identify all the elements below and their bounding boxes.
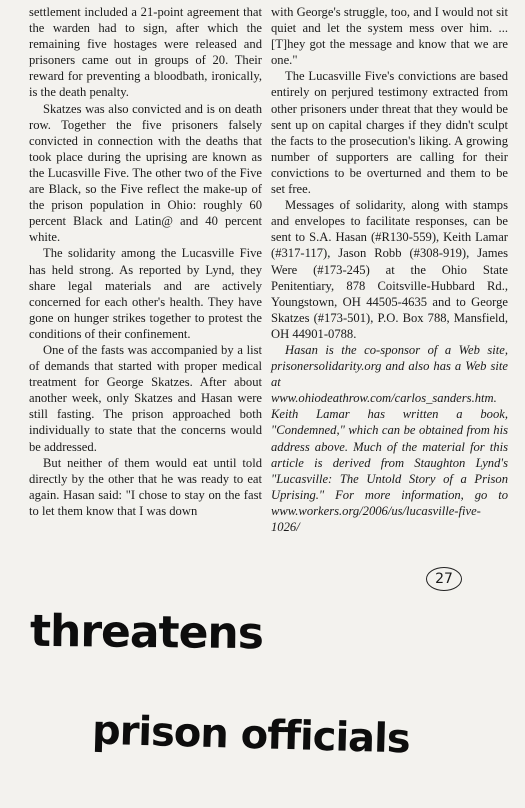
- paragraph: with George's struggle, too, and I would not sit quiet and let the system mess over him. ... [T]hey got the message and know that we are one.": [271, 5, 508, 68]
- headline-line-2: prison officials: [91, 707, 411, 763]
- headline-line-1: threatens: [29, 605, 264, 660]
- paragraph: But neither of them would eat until told directly by the other that he was ready to eat again. Hasan said: "I chose to stay on the fast to let them know that I was down: [29, 455, 262, 518]
- author-note: Hasan is the co-sponsor of a Web site, prisonersolidarity.org and also has a Web site at www.ohiodeathrow.com/carlos_sanders.htm. Keith Lamar has written a book, "Condemned," which can be obtained from his address above. Much of the material for this article is derived from Staughton Lynd's "Lucasville: The Untold Story of a Prison Uprising." For more information, go to www.workers.org/2006/us/lucasville-five-1026/: [271, 342, 508, 534]
- page-number: 27: [426, 567, 462, 591]
- paragraph: One of the fasts was accompanied by a list of demands that started with proper medical treatment for George Skatzes. After about another week, only Skatzes and Hasan were still fasting. The prison approached both individually to state that the concerns would be addressed.: [29, 342, 262, 454]
- paragraph: The solidarity among the Lucasville Five has held strong. As reported by Lynd, they share legal materials and are actively concerned for each other's health. They have gone on hunger strikes together to protest the conditions of their confinement.: [29, 246, 262, 341]
- paragraph: settlement included a 21-point agreement that the warden had to sign, after which the remaining five hostages were released and prisoners came out in groups of 20. Their reward for preventing a bloodbath, ironically, is the death penalty.: [29, 5, 262, 100]
- paragraph: Skatzes was also convicted and is on death row. Together the five prisoners falsely convicted in connection with the deaths that took place during the uprising are known as the Lucasville Five. The other two of the Five are Black, so the Five reflect the make-up of the prison population in Ohio: roughly 60 percent Black and Latin@ and 40 percent white.: [29, 101, 262, 245]
- article-left-column: [29, 4, 262, 519]
- article-right-column: [271, 4, 508, 535]
- paragraph: The Lucasville Five's convictions are based entirely on perjured testimony extracted from other prisoners under threat that they would be sent up on capital charges if they didn't sculpt the facts to the prosecution's liking. A growing number of supporters are calling for their convictions to be overturned and them to be set free.: [271, 69, 508, 197]
- paragraph: Messages of solidarity, along with stamps and envelopes to facilitate responses, can be sent to S.A. Hasan (#R130-559), Keith Lamar (#317-117), Jason Robb (#308-919), James Were (#173-245) at the Ohio State Penitentiary, 878 Coitsville-Hubbard Rd., Youngstown, OH 44505-4635 and to George Skatzes (#173-501), P.O. Box 788, Mansfield, OH 44901-0788.: [271, 198, 508, 341]
